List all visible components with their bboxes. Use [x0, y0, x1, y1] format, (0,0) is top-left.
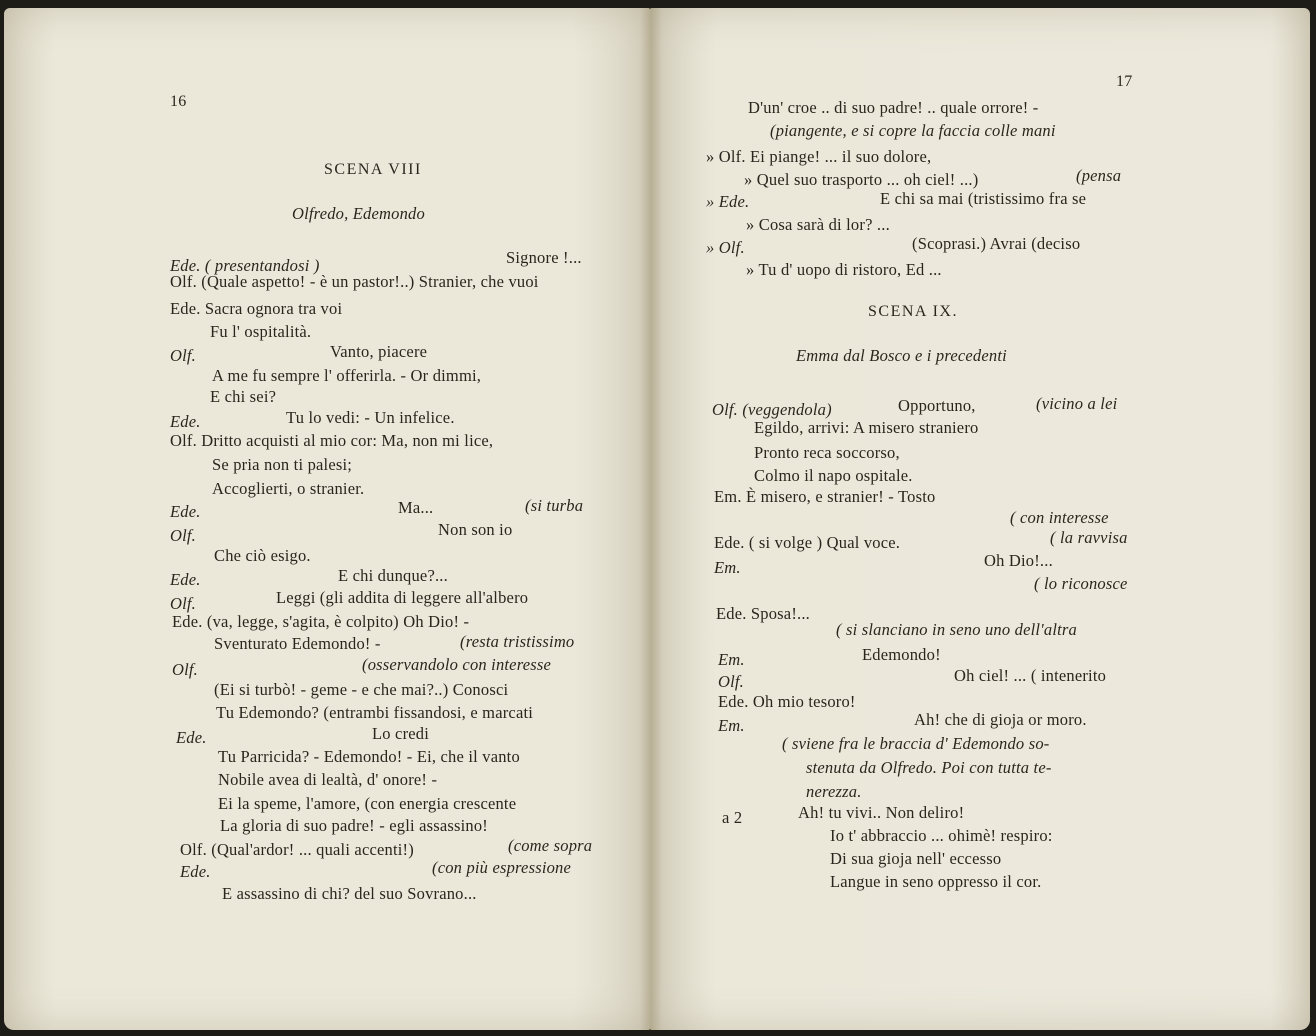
speaker-label: » Ede. [706, 192, 750, 211]
text-line: Se pria non ti palesi; [212, 455, 353, 474]
stage-direction: (vicino a lei [1036, 394, 1118, 413]
stage-direction: (si turba [525, 496, 584, 515]
text-line: Ah! che di gioja or moro. [914, 710, 1087, 729]
text-line: Olf. (Qual'ardor! ... quali accenti!) [180, 840, 414, 859]
stage-direction: ( lo riconosce [1034, 574, 1128, 593]
text-line: Lo credi [372, 724, 430, 743]
text-line: Nobile avea di lealtà, d' onore! - [218, 770, 438, 789]
speaker-label: Ede. [170, 502, 201, 521]
text-line: Olf. (Quale aspetto! - è un pastor!..) Stranier, che vuoi [170, 272, 539, 291]
text-line: E chi sei? [210, 387, 277, 406]
text-line: Ede. ( si volge ) Qual voce. [714, 533, 901, 552]
text-line: Ei la speme, l'amore, (con energia crescente [218, 794, 517, 813]
text-line: Olf. Dritto acquisti al mio cor: Ma, non mi lice, [170, 431, 494, 450]
stage-direction: (piangente, e si copre la faccia colle mani [770, 121, 1056, 140]
speaker-label: Ede. [180, 862, 211, 881]
text-line: E chi dunque?... [338, 566, 448, 585]
text-line: Ma... [398, 498, 434, 517]
scene-title: SCENA IX. [868, 303, 958, 320]
text-line: Non son io [438, 520, 513, 539]
speaker-label: Olf. [170, 526, 197, 545]
text-line: Ede. ( presentandosi ) [170, 256, 320, 275]
text-line: Sventurato Edemondo! - [214, 634, 381, 653]
text-line: E chi sa mai (tristissimo fra se [880, 189, 1087, 208]
speaker-label: Olf. [170, 594, 197, 613]
book-gutter [640, 8, 662, 1030]
stage-direction: (con più espressione [432, 858, 572, 877]
text-line: Langue in seno oppresso il cor. [830, 872, 1042, 891]
text-line: Egildo, arrivi: A misero straniero [754, 418, 979, 437]
text-line: Accoglierti, o stranier. [212, 479, 365, 498]
scene-title: SCENA VIII [324, 161, 422, 178]
text-line: Vanto, piacere [330, 342, 428, 361]
text-line: (Scoprasi.) Avrai (deciso [912, 234, 1081, 253]
text-line: Di sua gioja nell' eccesso [830, 849, 1002, 868]
speaker-label: Olf. [718, 672, 745, 691]
stage-direction: stenuta da Olfredo. Poi con tutta te- [806, 758, 1052, 777]
text-line: Ah! tu vivi.. Non deliro! [798, 803, 965, 822]
text-line: a 2 [722, 808, 743, 827]
text-line: » Olf. Ei piange! ... il suo dolore, [706, 147, 932, 166]
text-line: Tu Parricida? - Edemondo! - Ei, che il vanto [218, 747, 520, 766]
stage-direction: (osservandolo con interesse [362, 655, 552, 674]
text-line: Colmo il napo ospitale. [754, 466, 913, 485]
text-line: (Ei si turbò! - geme - e che mai?..) Conosci [214, 680, 509, 699]
text-line: Ede. Oh mio tesoro! [718, 692, 856, 711]
text-line: » Cosa sarà di lor? ... [746, 215, 890, 234]
text-line: » Tu d' uopo di ristoro, Ed ... [746, 260, 942, 279]
speaker-label: Em. [714, 558, 741, 577]
text-line: Signore !... [506, 248, 582, 267]
text-line: Leggi (gli addita di leggere all'albero [276, 588, 529, 607]
scene-characters: Olfredo, Edemondo [292, 204, 425, 223]
text-line: Edemondo! [862, 645, 941, 664]
text-line: Tu lo vedi: - Un infelice. [286, 408, 455, 427]
text-line: » Quel suo trasporto ... oh ciel! ...) [744, 170, 979, 189]
scene-characters: Emma dal Bosco e i precedenti [796, 346, 1007, 365]
text-line: Oh Dio!... [984, 551, 1053, 570]
page-number: 16 [170, 93, 187, 110]
speaker-label: Em. [718, 650, 745, 669]
speaker-label: » Olf. [706, 238, 745, 257]
stage-direction: (pensa [1076, 166, 1122, 185]
speaker-label: Ede. [170, 570, 201, 589]
text-line: D'un' croe .. di suo padre! .. quale orrore! - [748, 98, 1039, 117]
stage-direction: ( con interesse [1010, 508, 1109, 527]
text-line: Olf. (veggendola) [712, 400, 832, 419]
text-line: Ede. (va, legge, s'agita, è colpito) Oh Dio! - [172, 612, 470, 631]
speaker-label: Ede. [176, 728, 207, 747]
text-line: Em. È misero, e stranier! - Tosto [714, 487, 936, 506]
text-line: Opportuno, [898, 396, 976, 415]
speaker-label: Ede. [170, 412, 201, 431]
stage-direction: nerezza. [806, 782, 862, 801]
text-line: Ede. Sposa!... [716, 604, 810, 623]
text-line: Tu Edemondo? (entrambi fissandosi, e marcati [216, 703, 534, 722]
stage-direction: (come sopra [508, 836, 593, 855]
speaker-label: Em. [718, 716, 745, 735]
text-line: Io t' abbraccio ... ohimè! respiro: [830, 826, 1053, 845]
text-line: Fu l' ospitalità. [210, 322, 312, 341]
text-line: Pronto reca soccorso, [754, 443, 900, 462]
stage-direction: ( la ravvisa [1050, 528, 1128, 547]
stage-direction: (resta tristissimo [460, 632, 575, 651]
text-line: Che ciò esigo. [214, 546, 311, 565]
text-line: Ede. Sacra ognora tra voi [170, 299, 343, 318]
speaker-label: Olf. [170, 346, 197, 365]
stage-direction: ( si slanciano in seno uno dell'altra [836, 620, 1078, 639]
text-line: La gloria di suo padre! - egli assassino! [220, 816, 489, 835]
speaker-label: Olf. [172, 660, 199, 679]
stage-direction: ( sviene fra le braccia d' Edemondo so- [782, 734, 1050, 753]
text-line: A me fu sempre l' offerirla. - Or dimmi, [212, 366, 482, 385]
page-number: 17 [1116, 73, 1133, 90]
text-line: E assassino di chi? del suo Sovrano... [222, 884, 477, 903]
text-line: Oh ciel! ... ( intenerito [954, 666, 1107, 685]
